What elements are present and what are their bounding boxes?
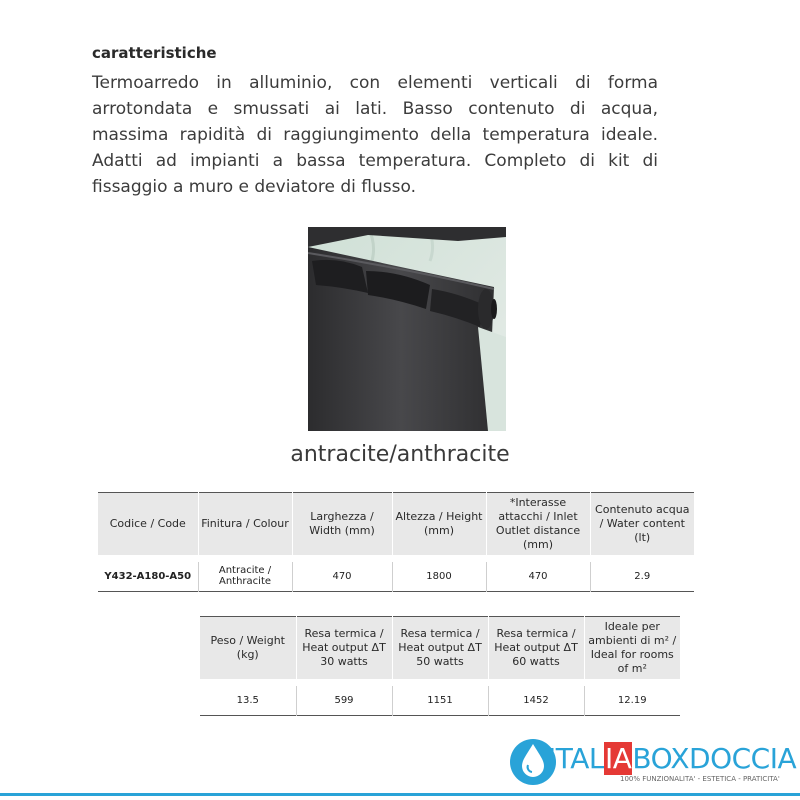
logo-part-2: IA bbox=[604, 742, 632, 775]
cell-height: 1800 bbox=[392, 562, 486, 592]
specs-table-dimensions bbox=[98, 492, 694, 592]
header-output-50: Resa termica / Heat output ΔT 50 watts bbox=[392, 617, 488, 679]
header-water-content: Contenuto acqua / Water content (lt) bbox=[590, 493, 694, 555]
cell-ideal-room: 12.19 bbox=[584, 686, 680, 716]
table-row bbox=[200, 686, 680, 716]
logo-wordmark bbox=[548, 742, 796, 775]
cell-width: 470 bbox=[292, 562, 392, 592]
cell-inlet-outlet: 470 bbox=[486, 562, 590, 592]
cell-code: Y432-A180-A50 bbox=[104, 570, 192, 582]
header-width: Larghezza / Width (mm) bbox=[292, 493, 392, 555]
cell-water-content: 2.9 bbox=[590, 562, 694, 592]
cell-colour: Antracite / Anthracite bbox=[198, 562, 292, 592]
bottom-accent-bar bbox=[0, 793, 800, 796]
description-text: Termoarredo in alluminio, con elementi verticali di forma arrotondata e smussati ai lati. Basso contenuto di acqua, massima rapidità di raggiungimento della temperatura ideale. Adatti ad impianti a bassa temperatura. Completo di kit di fissaggio a muro e deviatore di flusso. bbox=[92, 73, 658, 197]
cell-output-50: 1151 bbox=[392, 686, 488, 716]
logo-tagline: 100% FUNZIONALITA' - ESTETICA - PRATICITA' bbox=[620, 775, 780, 783]
logo-part-3: BOXDOCCIA bbox=[632, 742, 797, 775]
table-row bbox=[98, 562, 694, 592]
header-ideal-room: Ideale per ambienti di m² / Ideal for rooms of m² bbox=[584, 617, 680, 679]
cell-weight: 13.5 bbox=[236, 694, 259, 706]
logo-part-1: ITAL bbox=[548, 742, 604, 775]
header-weight: Peso / Weight (kg) bbox=[200, 617, 296, 679]
water-drop-icon bbox=[519, 742, 547, 778]
cell-output-60: 1452 bbox=[488, 686, 584, 716]
header-code: Codice / Code bbox=[98, 493, 198, 555]
header-height: Altezza / Height (mm) bbox=[392, 493, 486, 555]
colour-caption: antracite/anthracite bbox=[290, 442, 510, 467]
cell-output-30: 599 bbox=[296, 686, 392, 716]
header-colour: Finitura / Colour bbox=[198, 493, 292, 555]
section-heading: caratteristiche bbox=[92, 44, 217, 62]
header-output-30: Resa termica / Heat output ΔT 30 watts bbox=[296, 617, 392, 679]
header-output-60: Resa termica / Heat output ΔT 60 watts bbox=[488, 617, 584, 679]
product-photo bbox=[308, 227, 506, 431]
header-inlet-outlet: *Interasse attacchi / Inlet Outlet distance (mm) bbox=[486, 493, 590, 555]
specs-table-output bbox=[200, 616, 680, 716]
brand-logo bbox=[510, 732, 800, 792]
